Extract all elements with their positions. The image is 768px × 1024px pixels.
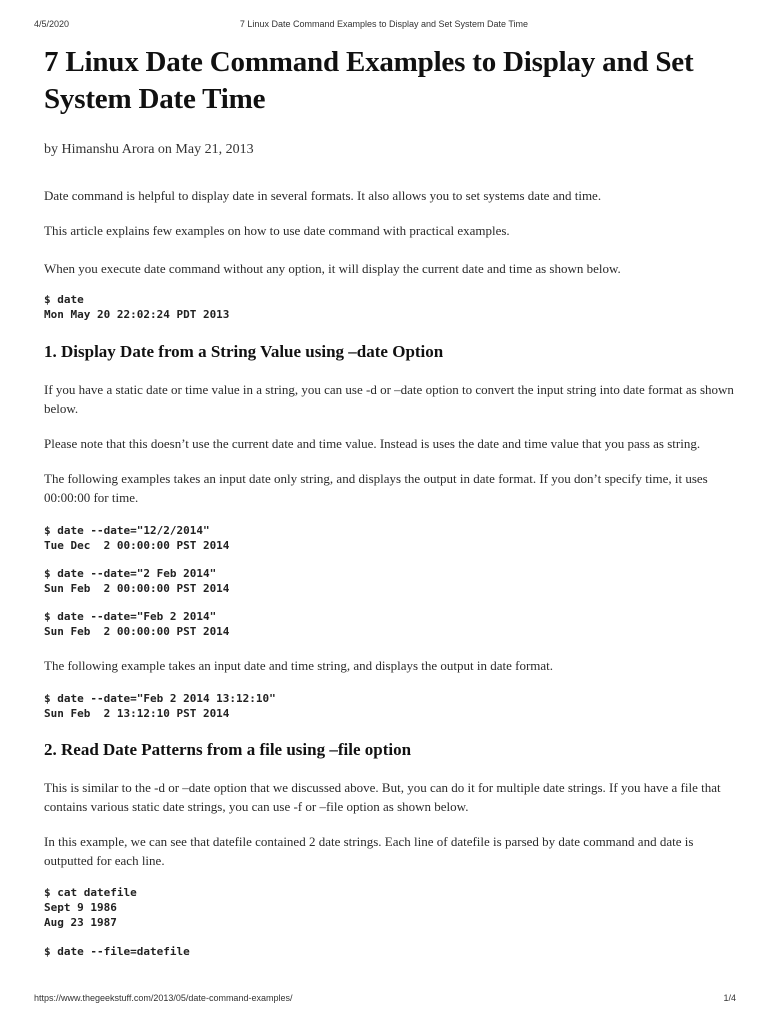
code-line: Sun Feb 2 00:00:00 PST 2014: [44, 582, 230, 595]
intro-paragraph-2: This article explains few examples on how to use date command with practical examples.: [44, 223, 510, 238]
code-block-date-file: [44, 944, 734, 959]
print-header: [0, 19, 768, 33]
code-block-example-3: [44, 609, 734, 639]
code-line: Sun Feb 2 00:00:00 PST 2014: [44, 625, 230, 638]
code-line: Mon May 20 22:02:24 PDT 2013: [44, 308, 230, 321]
code-line: $ cat datefile: [44, 886, 137, 899]
section-1-heading: 1. Display Date from a String Value using –date Option: [44, 342, 444, 361]
code-block-cat-datefile: [44, 885, 734, 930]
section-2-paragraph-2: In this example, we can see that datefile contained 2 date strings. Each line of datefile is parsed by date command and date is outputted for each line.: [44, 834, 694, 868]
article-title: 7 Linux Date Command Examples to Display and Set System Date Time: [44, 46, 694, 115]
code-line: $ date --date="2 Feb 2014": [44, 567, 217, 580]
code-line: $ date --date="Feb 2 2014": [44, 610, 217, 623]
code-line: Sept 9 1986: [44, 901, 117, 914]
code-block-date: [44, 292, 734, 322]
code-block-example-2: [44, 566, 734, 596]
code-line: $ date --file=datefile: [44, 945, 190, 958]
intro-paragraph-3: When you execute date command without any option, it will display the current date and time as shown below.: [44, 261, 621, 276]
section-1-paragraph-4: The following example takes an input date and time string, and displays the output in date format.: [44, 658, 554, 673]
print-date: 4/5/2020: [34, 19, 70, 29]
print-doc-title: 7 Linux Date Command Examples to Display and Set System Date Time: [239, 19, 529, 29]
section-2-paragraph-1: This is similar to the -d or –date option that we discussed above. But, you can do it for multiple date strings. If you have a file that contains various static date strings, you can use -f or –file option as shown below.: [44, 780, 721, 814]
print-url: https://www.thegeekstuff.com/2013/05/date-command-examples/: [34, 993, 293, 1003]
section-1-paragraph-2: Please note that this doesn’t use the current date and time value. Instead is uses the date and time value that you pass as string.: [44, 436, 701, 451]
code-line: $ date --date="Feb 2 2014 13:12:10": [44, 692, 276, 705]
code-block-date-time: [44, 691, 734, 721]
section-2-heading: 2. Read Date Patterns from a file using –file option: [44, 740, 412, 759]
code-line: $ date: [44, 293, 84, 306]
code-line: Sun Feb 2 13:12:10 PST 2014: [44, 707, 230, 720]
article: [44, 44, 734, 959]
print-footer: [0, 993, 768, 1007]
code-line: Aug 23 1987: [44, 916, 117, 929]
section-1-paragraph-1: If you have a static date or time value in a string, you can use -d or –date option to convert the input string into date format as shown below.: [44, 382, 734, 416]
intro-paragraph-1: Date command is helpful to display date in several formats. It also allows you to set systems date and time.: [44, 188, 602, 203]
article-byline: by Himanshu Arora on May 21, 2013: [44, 142, 254, 157]
code-block-example-1: [44, 523, 734, 553]
page-number: 1/4: [723, 993, 736, 1003]
code-line: $ date --date="12/2/2014": [44, 524, 210, 537]
code-line: Tue Dec 2 00:00:00 PST 2014: [44, 539, 230, 552]
section-1-paragraph-3: The following examples takes an input date only string, and displays the output in date format. If you don’t specify time, it uses 00:00:00 for time.: [44, 471, 708, 505]
